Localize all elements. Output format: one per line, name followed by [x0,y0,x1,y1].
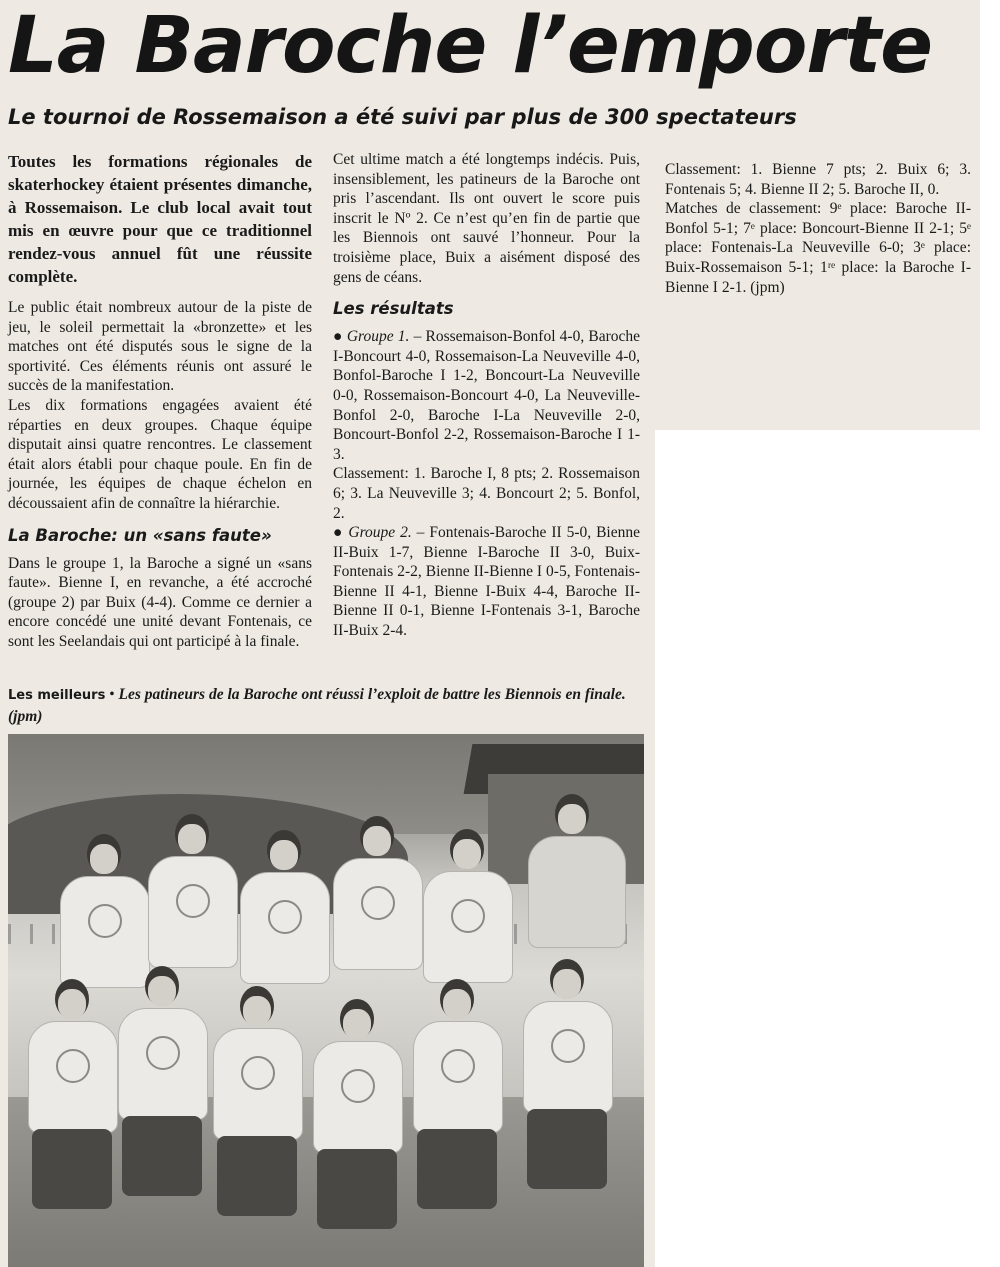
results-group-1: ● Groupe 1. – Rossemaison-Bonfol 4-0, Baroche I-Boncourt 4-0, Rossemaison-La Neuveville 4-0, Bonfol-Baroche I 1-2, Boncourt-La Neuveville 0-0, Rossemaison-Boncourt 4-0, La Neuveville-Bonfol 2-0, Baroche I-La Neuveville 2-0, Boncourt-Bonfol 2-2, Rossemaison-Baroche I 1-3. [333,328,641,463]
blank-area [655,430,1000,1267]
lead-paragraph: Toutes les formations régionales de skaterhockey étaient présentes dimanche, à Rossemaison. Le club local avait tout mis en œuvre pour que ce traditionnel rendez-vous annuel fût une réussite complète. [8,152,312,286]
group-results: – Rossemaison-Bonfol 4-0, Baroche I-Boncourt 4-0, Rossemaison-La Neuveville 4-0, Bonfol-Baroche I 1-2, Boncourt-La Neuveville 0-0, Rossemaison-Boncourt 4-0, La Neuveville-Bonfol 2-0, Baroche I-La Neuveville 2-0, Boncourt-Bonfol 2-2, Rossemaison-Baroche I 1-3. [333,328,641,463]
caption-tag: Les meilleurs [8,688,106,703]
results-group-2: ● Groupe 2. – Fontenais-Baroche II 5-0, Bienne II-Buix 1-7, Bienne I-Baroche II 3-0, Buix-Fontenais 2-2, Bienne II-Bienne I 0-5, Fontenais-Bienne II 4-1, Bienne I-Buix 4-4, Baroche II-Bienne II 0-1, Bienne I-Fontenais 3-1, Baroche II-Buix 2-4. [333,524,640,640]
photo-caption [8,684,648,727]
section-heading: Les résultats [333,299,454,319]
caption-text: Les patineurs de la Baroche ont réussi l’exploit de battre les Biennois en finale. (jpm) [8,686,626,725]
column-1 [8,150,312,652]
group-label: Groupe 1. [346,328,410,346]
ranking: Classement: 1. Bienne 7 pts; 2. Buix 6; 3. Fontenais 5; 4. Bienne II 2; 5. Baroche II, 0. [665,161,971,198]
subheadline: Le tournoi de Rossemaison a été suivi par plus de 300 spectateurs [8,105,797,129]
paragraph: Dans le groupe 1, la Baroche a signé un «sans faute». Bienne I, en revanche, a été accroché (groupe 2) par Buix (4-4). Comme ce dernier a encore concédé une unité devant Fontenais, ce sont les Seelandais qui ont participé à la finale. [8,554,312,650]
ranking: Classement: 1. Baroche I, 8 pts; 2. Rossemaison 6; 3. La Neuveville 3; 4. Boncourt 2; 5. Bonfol, 2. [333,465,640,522]
paragraph: Le public était nombreux autour de la piste de jeu, le soleil permettait la «bronzette» et les matches ont été disputés sous le signe de la sportivité. Ces éléments réunis ont assuré le succès de la manifestation. [8,299,312,395]
column-2 [333,150,640,641]
team-photo [8,734,644,1267]
paragraph: Cet ultime match a été longtemps indécis. Puis, insensiblement, les patineurs de la Baroche ont pris l’ascendant. Ils ont ouvert le score puis inscrit le Nº 2. Ce n’est qu’en fin de partie que les Biennois ont sauvé l’honneur. Pour la troisième place, Buix a aisément disposé des gens de céans. [333,151,640,286]
placement-matches: Matches de classement: 9ᵉ place: Baroche II-Bonfol 5-1; 7ᵉ place: Boncourt-Bienne II 2-1; 5ᵉ place: Fontenais-La Neuveville 6-0; 3ᵉ place: Buix-Rossemaison 5-1; 1ʳᵉ place: la Baroche I-Bienne I 2-1. (jpm) [665,200,971,296]
section-heading: La Baroche: un «sans faute» [8,525,272,545]
caption-bullet: • [105,686,119,703]
column-3 [665,150,971,297]
blank-margin [980,0,1000,430]
paragraph: Les dix formations engagées avaient été réparties en deux groupes. Chaque équipe disputait ainsi quatre rencontres. Le classement était alors établi pour chaque poule. En fin de journée, les équipes de chaque échelon en découssaient afin de connaître la hiérarchie. [8,396,312,512]
headline: La Baroche l’emporte [8,1,933,91]
group-label: Groupe 2. [348,524,412,542]
group-results: – Fontenais-Baroche II 5-0, Bienne II-Buix 1-7, Bienne I-Baroche II 3-0, Buix-Fontenais 2-2, Bienne II-Bienne I 0-5, Fontenais-Bienne II 4-1, Bienne I-Buix 4-4, Baroche II-Bienne II 0-1, Bienne I-Fontenais 3-1, Baroche II-Buix 2-4. [333,524,640,640]
